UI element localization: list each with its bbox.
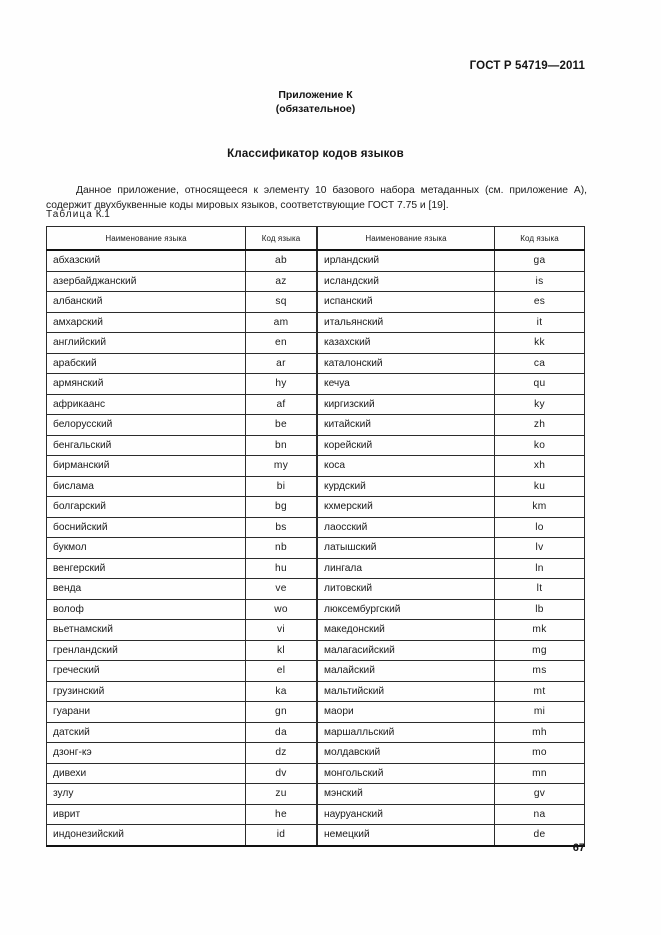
language-code-cell: ar bbox=[246, 353, 317, 374]
language-code-cell: kk bbox=[495, 333, 585, 354]
language-name-cell: африкаанс bbox=[47, 394, 246, 415]
table-row bbox=[47, 784, 317, 805]
language-code-cell: ky bbox=[495, 394, 585, 415]
table-row bbox=[47, 333, 317, 354]
language-name-cell: белорусский bbox=[47, 415, 246, 436]
language-name-cell: ирландский bbox=[318, 250, 495, 271]
table-row bbox=[318, 394, 585, 415]
table-row bbox=[47, 374, 317, 395]
table-row bbox=[318, 456, 585, 477]
table-row bbox=[47, 415, 317, 436]
table-row bbox=[318, 292, 585, 313]
language-name-cell: кечуа bbox=[318, 374, 495, 395]
language-name-cell: азербайджанский bbox=[47, 271, 246, 292]
column-header-name: Наименование языка bbox=[318, 227, 495, 251]
language-name-cell: курдский bbox=[318, 476, 495, 497]
table-row bbox=[318, 517, 585, 538]
table-row bbox=[318, 661, 585, 682]
language-name-cell: китайский bbox=[318, 415, 495, 436]
table-row bbox=[47, 640, 317, 661]
language-code-cell: lb bbox=[495, 599, 585, 620]
table-row bbox=[318, 271, 585, 292]
table-row bbox=[47, 353, 317, 374]
language-name-cell: немецкий bbox=[318, 825, 495, 846]
table-row bbox=[318, 497, 585, 518]
language-code-cell: bg bbox=[246, 497, 317, 518]
language-name-cell: букмол bbox=[47, 538, 246, 559]
language-name-cell: вьетнамский bbox=[47, 620, 246, 641]
language-name-cell: каталонский bbox=[318, 353, 495, 374]
table-row bbox=[47, 579, 317, 600]
table-row bbox=[318, 784, 585, 805]
language-code-cell: lt bbox=[495, 579, 585, 600]
language-name-cell: болгарский bbox=[47, 497, 246, 518]
table-caption-label: Таблица bbox=[46, 209, 93, 220]
language-name-cell: литовский bbox=[318, 579, 495, 600]
language-code-cell: lo bbox=[495, 517, 585, 538]
table-row bbox=[47, 620, 317, 641]
language-name-cell: итальянский bbox=[318, 312, 495, 333]
column-header-name: Наименование языка bbox=[47, 227, 246, 251]
language-code-cell: id bbox=[246, 825, 317, 846]
language-name-cell: бислама bbox=[47, 476, 246, 497]
annex-subtitle: (обязательное) bbox=[275, 103, 356, 115]
language-name-cell: армянский bbox=[47, 374, 246, 395]
table-row bbox=[318, 743, 585, 764]
language-code-cell: ko bbox=[495, 435, 585, 456]
table-row bbox=[47, 476, 317, 497]
language-name-cell: индонезийский bbox=[47, 825, 246, 846]
language-name-cell: греческий bbox=[47, 661, 246, 682]
language-code-cell: lv bbox=[495, 538, 585, 559]
language-name-cell: науруанский bbox=[318, 804, 495, 825]
language-code-cell: en bbox=[246, 333, 317, 354]
language-name-cell: македонский bbox=[318, 620, 495, 641]
language-name-cell: венда bbox=[47, 579, 246, 600]
table-row bbox=[318, 374, 585, 395]
language-code-cell: zh bbox=[495, 415, 585, 436]
language-code-cell: he bbox=[246, 804, 317, 825]
language-code-cell: mh bbox=[495, 722, 585, 743]
table-row bbox=[318, 722, 585, 743]
table-row bbox=[318, 579, 585, 600]
language-code-cell: ve bbox=[246, 579, 317, 600]
table-row bbox=[318, 804, 585, 825]
table-row bbox=[47, 271, 317, 292]
language-code-cell: am bbox=[246, 312, 317, 333]
language-code-cell: na bbox=[495, 804, 585, 825]
table-header-row bbox=[47, 227, 317, 251]
table-row bbox=[318, 620, 585, 641]
table-row bbox=[47, 661, 317, 682]
document-running-header: ГОСТ Р 54719—2011 bbox=[469, 60, 585, 72]
table-row bbox=[47, 394, 317, 415]
language-code-cell: ms bbox=[495, 661, 585, 682]
language-name-cell: коса bbox=[318, 456, 495, 477]
language-name-cell: английский bbox=[47, 333, 246, 354]
language-name-cell: дзонг-кэ bbox=[47, 743, 246, 764]
language-code-cell: bs bbox=[246, 517, 317, 538]
language-code-cell: ka bbox=[246, 681, 317, 702]
language-name-cell: дивехи bbox=[47, 763, 246, 784]
language-name-cell: грузинский bbox=[47, 681, 246, 702]
language-code-cell: km bbox=[495, 497, 585, 518]
language-code-cell: mt bbox=[495, 681, 585, 702]
table-row bbox=[47, 743, 317, 764]
table-row bbox=[318, 333, 585, 354]
language-code-cell: af bbox=[246, 394, 317, 415]
table-header-row bbox=[318, 227, 585, 251]
language-code-cell: gn bbox=[246, 702, 317, 723]
language-name-cell: гуарани bbox=[47, 702, 246, 723]
table-caption-number: К.1 bbox=[95, 209, 110, 220]
language-name-cell: маори bbox=[318, 702, 495, 723]
language-code-cell: ga bbox=[495, 250, 585, 271]
language-name-cell: албанский bbox=[47, 292, 246, 313]
table-row bbox=[47, 804, 317, 825]
language-code-cell: ab bbox=[246, 250, 317, 271]
table-row bbox=[318, 415, 585, 436]
table-row bbox=[47, 538, 317, 559]
language-code-cell: hy bbox=[246, 374, 317, 395]
language-code-cell: dz bbox=[246, 743, 317, 764]
table-row bbox=[318, 681, 585, 702]
language-table-right-half bbox=[317, 226, 585, 847]
language-code-cell: mg bbox=[495, 640, 585, 661]
table-row bbox=[47, 250, 317, 271]
table-row bbox=[47, 558, 317, 579]
language-code-cell: zu bbox=[246, 784, 317, 805]
language-code-cell: mn bbox=[495, 763, 585, 784]
language-name-cell: испанский bbox=[318, 292, 495, 313]
language-name-cell: гренландский bbox=[47, 640, 246, 661]
language-code-cell: dv bbox=[246, 763, 317, 784]
table-row bbox=[47, 722, 317, 743]
language-name-cell: амхарский bbox=[47, 312, 246, 333]
annex-title: Приложение К bbox=[278, 89, 353, 101]
language-code-cell: wo bbox=[246, 599, 317, 620]
language-code-cell: xh bbox=[495, 456, 585, 477]
language-code-cell: ln bbox=[495, 558, 585, 579]
language-name-cell: мэнский bbox=[318, 784, 495, 805]
language-name-cell: малайский bbox=[318, 661, 495, 682]
language-name-cell: зулу bbox=[47, 784, 246, 805]
language-code-cell: my bbox=[246, 456, 317, 477]
table-row bbox=[47, 517, 317, 538]
column-header-code: Код языка bbox=[246, 227, 317, 251]
language-code-cell: el bbox=[246, 661, 317, 682]
language-code-cell: gv bbox=[495, 784, 585, 805]
language-name-cell: киргизский bbox=[318, 394, 495, 415]
annex-heading-block bbox=[46, 88, 585, 116]
language-name-cell: лингала bbox=[318, 558, 495, 579]
language-code-cell: it bbox=[495, 312, 585, 333]
language-code-cell: is bbox=[495, 271, 585, 292]
language-code-cell: da bbox=[246, 722, 317, 743]
language-table-left-half bbox=[46, 226, 317, 847]
table-row bbox=[47, 599, 317, 620]
language-name-cell: датский bbox=[47, 722, 246, 743]
intro-paragraph: Данное приложение, относящееся к элементу 10 базового набора метаданных (см. приложение А), содержит двухбуквенные коды мировых языков, соответствующие ГОСТ 7.75 и [19]. bbox=[46, 185, 587, 211]
language-name-cell: мальтийский bbox=[318, 681, 495, 702]
language-name-cell: волоф bbox=[47, 599, 246, 620]
language-name-cell: абхазский bbox=[47, 250, 246, 271]
language-name-cell: бирманский bbox=[47, 456, 246, 477]
table-row bbox=[318, 538, 585, 559]
language-code-cell: mo bbox=[495, 743, 585, 764]
language-code-cell: az bbox=[246, 271, 317, 292]
language-code-cell: vi bbox=[246, 620, 317, 641]
language-code-cell: es bbox=[495, 292, 585, 313]
column-header-code: Код языка bbox=[495, 227, 585, 251]
table-row bbox=[318, 640, 585, 661]
language-name-cell: венгерский bbox=[47, 558, 246, 579]
language-code-cell: sq bbox=[246, 292, 317, 313]
page-number: 67 bbox=[572, 842, 585, 854]
language-code-table bbox=[46, 226, 585, 847]
table-row bbox=[318, 599, 585, 620]
language-name-cell: исландский bbox=[318, 271, 495, 292]
language-name-cell: маршалльский bbox=[318, 722, 495, 743]
table-row bbox=[318, 312, 585, 333]
language-name-cell: молдавский bbox=[318, 743, 495, 764]
table-row bbox=[318, 476, 585, 497]
language-code-cell: bi bbox=[246, 476, 317, 497]
language-code-cell: mk bbox=[495, 620, 585, 641]
table-row bbox=[318, 250, 585, 271]
language-name-cell: бенгальский bbox=[47, 435, 246, 456]
table-caption bbox=[46, 209, 110, 220]
language-name-cell: арабский bbox=[47, 353, 246, 374]
page-title: Классификатор кодов языков bbox=[227, 148, 404, 160]
table-row bbox=[47, 435, 317, 456]
table-row bbox=[318, 702, 585, 723]
table-row bbox=[47, 312, 317, 333]
language-name-cell: латышский bbox=[318, 538, 495, 559]
table-row bbox=[47, 292, 317, 313]
language-code-cell: nb bbox=[246, 538, 317, 559]
table-row bbox=[47, 763, 317, 784]
table-row bbox=[47, 681, 317, 702]
language-name-cell: боснийский bbox=[47, 517, 246, 538]
language-name-cell: казахский bbox=[318, 333, 495, 354]
table-row bbox=[47, 497, 317, 518]
language-code-cell: hu bbox=[246, 558, 317, 579]
language-name-cell: иврит bbox=[47, 804, 246, 825]
table-row bbox=[47, 456, 317, 477]
table-row bbox=[47, 702, 317, 723]
language-name-cell: кхмерский bbox=[318, 497, 495, 518]
language-code-cell: bn bbox=[246, 435, 317, 456]
language-name-cell: люксембургский bbox=[318, 599, 495, 620]
language-name-cell: корейский bbox=[318, 435, 495, 456]
table-row bbox=[318, 558, 585, 579]
table-row bbox=[318, 435, 585, 456]
language-code-cell: kl bbox=[246, 640, 317, 661]
language-code-cell: ku bbox=[495, 476, 585, 497]
language-code-cell: ca bbox=[495, 353, 585, 374]
language-code-cell: be bbox=[246, 415, 317, 436]
language-name-cell: малагасийский bbox=[318, 640, 495, 661]
language-code-cell: qu bbox=[495, 374, 585, 395]
language-name-cell: лаосский bbox=[318, 517, 495, 538]
language-name-cell: монгольский bbox=[318, 763, 495, 784]
table-row bbox=[318, 763, 585, 784]
table-row bbox=[318, 353, 585, 374]
language-code-cell: mi bbox=[495, 702, 585, 723]
language-code-cell: de bbox=[495, 825, 585, 846]
